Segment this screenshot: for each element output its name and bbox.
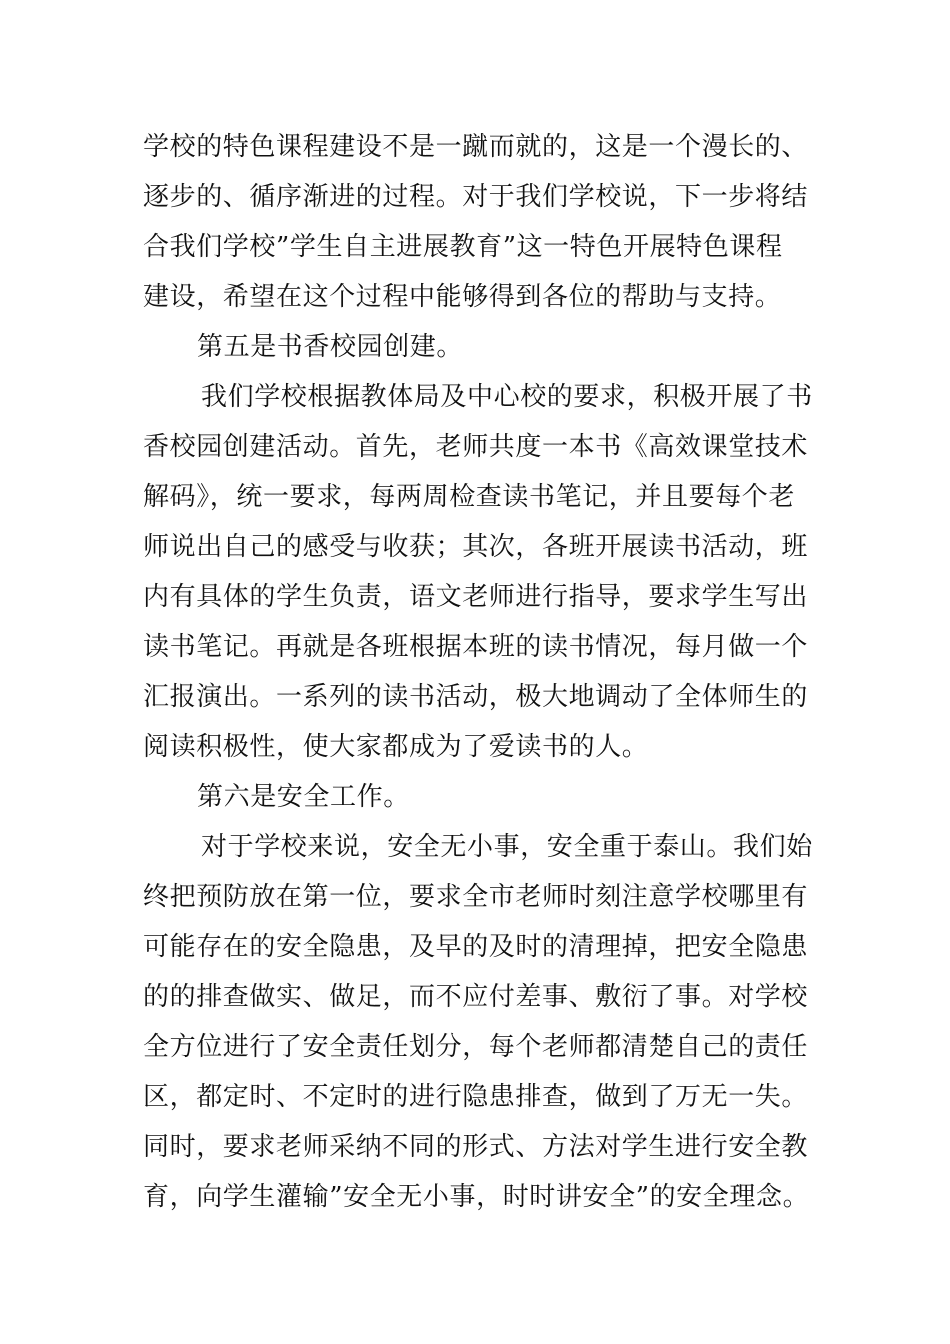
text-line: 合我们学校”学生自主进展教育”这一特色开展特色课程 [143, 232, 783, 262]
text-line: 育，向学生灌输”安全无小事，时时讲安全”的安全理念。 [143, 1182, 810, 1212]
text-line: 建设，希望在这个过程中能够得到各位的帮助与支持。 [143, 282, 782, 312]
document-body [143, 122, 813, 1222]
text-line: 解码》，统一要求，每两周检查读书笔记，并且要每个老 [143, 482, 796, 512]
text-line: 区，都定时、不定时的进行隐患排查，做到了万无一失。 [143, 1082, 809, 1112]
text-line: 我们学校根据教体局及中心校的要求，积极开展了书 [201, 382, 813, 412]
text-line: 全方位进行了安全责任划分，每个老师都清楚自己的责任 [143, 1032, 809, 1062]
text-line: 的的排查做实、做足，而不应付差事、敷衍了事。对学校 [143, 982, 809, 1012]
text-line: 可能存在的安全隐患，及早的及时的清理掉，把安全隐患 [143, 932, 809, 962]
text-line: 同时，要求老师采纳不同的形式、方法对学生进行安全教 [143, 1132, 809, 1162]
text-line: 阅读积极性，使大家都成为了爱读书的人。 [143, 732, 649, 762]
section-heading: 第六是安全工作。 [197, 782, 410, 812]
text-line: 逐步的、循序渐进的过程。对于我们学校说，下一步将结 [143, 182, 809, 212]
text-line: 读书笔记。再就是各班根据本班的读书情况，每月做一个 [143, 632, 809, 662]
text-line: 内有具体的学生负责，语文老师进行指导，要求学生写出 [143, 582, 809, 612]
section-heading: 第五是书香校园创建。 [197, 332, 464, 362]
text-line: 汇报演出。一系列的读书活动，极大地调动了全体师生的 [143, 682, 809, 712]
text-line: 对于学校来说，安全无小事，安全重于泰山。我们始 [201, 832, 813, 862]
text-line: 学校的特色课程建设不是一蹴而就的，这是一个漫长的、 [143, 132, 809, 162]
text-line: 香校园创建活动。首先，老师共度一本书《高效课堂技术 [143, 432, 809, 462]
text-line: 师说出自己的感受与收获；其次，各班开展读书活动，班 [143, 532, 809, 562]
text-line: 终把预防放在第一位，要求全市老师时刻注意学校哪里有 [143, 882, 809, 912]
